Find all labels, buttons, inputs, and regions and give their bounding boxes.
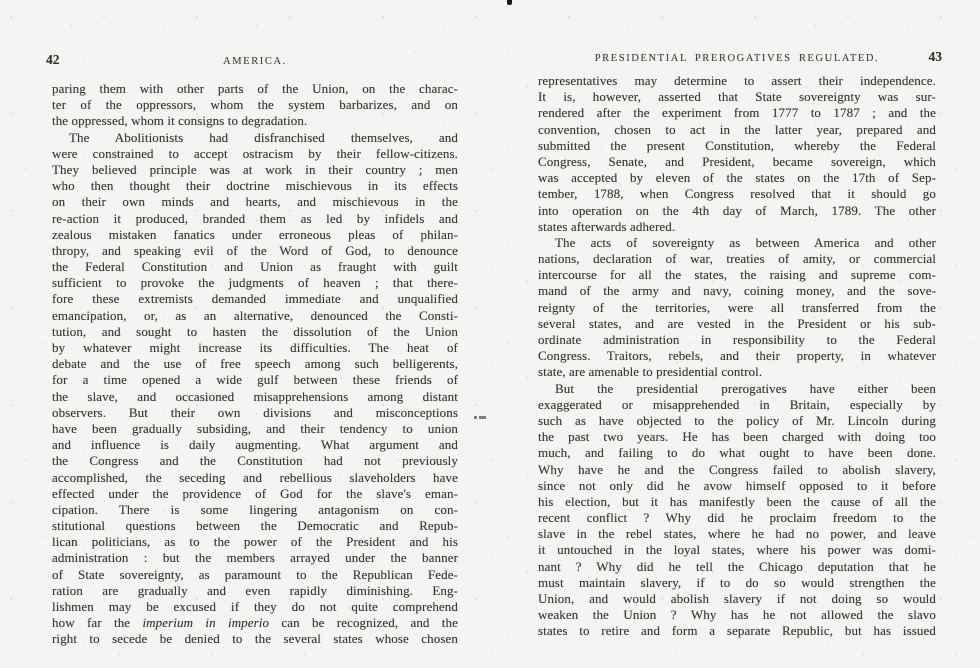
right-text-block [538,49,942,640]
text-segment: reignty of the territories, were all transferred from the [538,299,936,315]
text-segment: since not only did he avow himself opposed to it before [538,477,936,493]
text-segment: ration are gradually and even rapidly diminishing. Eng- [52,582,458,598]
running-head-right: PRESIDENTIAL PREROGATIVES REGULATED. [594,53,880,64]
text-line [52,356,458,372]
text-line [52,470,458,486]
page-number-right: 43 [928,49,942,64]
text-line [52,518,458,534]
text-segment: nant ? Why did he tell the Chicago deputation that he [538,558,936,574]
text-line [52,615,458,631]
text-line [52,211,458,227]
text-line [52,340,458,356]
text-segment: it untouched in the loyal states, where his power was domi- [538,542,936,558]
text-segment: thropy, and speaking evil of the Word of God, to denounce [52,242,458,258]
text-line [52,113,458,129]
text-segment: They believed principle was at work in their country ; men [52,161,458,177]
book-page-right [490,0,980,668]
text-segment: mand of the army and navy, coining money, and the sove- [538,283,936,299]
text-segment: submitted the present Constitution, whereby the Federal [538,137,936,153]
running-head-left: AMERICA. [223,56,287,67]
text-line [52,275,458,291]
text-segment: Union, and would abolish slavery if not doing so would [538,591,936,606]
text-line [538,89,936,105]
text-segment: have been gradually subsiding, and their tendency to union [52,420,458,436]
text-line [538,235,936,251]
text-segment: tution, and sought to hasten the dissolution of the Union [52,323,458,339]
text-line [538,300,936,316]
text-line [538,138,936,154]
text-line [538,170,936,186]
italic-latin-phrase: imperium in imperio [142,615,270,631]
text-line [52,227,458,243]
text-line [538,510,936,526]
left-text-block [46,52,458,648]
text-line [538,542,936,558]
text-segment: convention, chosen to act in the latter year, prepared and [538,121,936,137]
text-line [538,251,936,267]
text-segment: and influence is daily augmenting. What argument and [52,437,458,453]
text-line [52,583,458,599]
text-line [52,81,458,97]
text-segment: tember, 1788, when Congress resolved that it should go [538,186,936,202]
text-line [538,348,936,364]
text-line [52,259,458,275]
text-segment: Congress. Traitors, rebels, and their property, in whatever [538,348,936,364]
text-segment: of State sovereignty, as paramount to the Republican Fede- [52,566,458,582]
text-segment: such as have objected to the policy of Mr. Lincoln during [538,412,936,428]
text-segment: who then thought their doctrine mischievous in its effects [52,178,458,194]
text-line [538,478,936,494]
text-segment: The Abolitionists had disfranchised themselves, and [69,129,458,145]
text-line [52,599,458,615]
text-segment: fore these extremists demanded immediate and unqualified [52,291,458,307]
text-segment: slave in the rebel states, where he had no power, and leave [538,526,936,542]
text-segment: ter of the oppressors, whom the system barbarizes, and on [52,97,458,113]
text-line [538,397,936,413]
text-line [52,291,458,307]
text-segment: state, are amenable to presidential control. [538,364,763,380]
right-page-header [538,49,942,66]
text-segment: But the presidential prerogatives have either been [555,380,936,396]
text-line [52,534,458,550]
text-segment: lican politicians, as to the power of the President and his [52,534,458,550]
page-number-left: 42 [46,52,60,67]
text-line [52,389,458,405]
text-segment: states to retire and form a separate Republic, but has issued [538,623,936,639]
text-segment: stitutional questions between the Democratic and Repub- [52,518,458,534]
text-segment: states afterwards adhered. [538,218,676,234]
text-line [52,550,458,566]
text-line [538,559,936,575]
text-segment: the past two years. He has been charged with doing too [538,429,936,445]
text-segment: by whatever might increase its difficulties. The heat of [52,340,458,355]
text-segment: paring them with other parts of the Union, on the charac- [52,81,458,96]
text-line [538,154,936,170]
text-line [538,494,936,510]
text-segment: cipation. There is some lingering antagonism on con- [52,501,458,517]
text-line [538,591,936,607]
text-line [52,308,458,324]
text-segment: the Federal Constitution and Union as fraught with guilt [52,259,458,275]
text-segment: lishmen may be excused if they do not quite comprehend [52,599,458,614]
left-page-body [52,81,458,648]
text-line [538,219,936,235]
text-line [52,421,458,437]
text-segment: how far the [52,615,143,631]
text-line [538,623,936,639]
text-segment: debate and the use of free speech among such belligerents, [52,356,458,372]
text-line [52,631,458,647]
text-segment: was accepted by eleven of the states on the 17th of Sep- [538,170,936,186]
text-line [52,146,458,162]
text-segment: zealous mistaken fanatics under erroneous pleas of philan- [52,226,458,242]
text-line [538,332,936,348]
text-line [52,243,458,259]
text-segment: Why have he and the Congress failed to abolish slavery, [538,461,936,477]
text-segment: re-action it produced, branded them as led by infidels and [52,210,458,226]
left-page-header [46,52,458,69]
text-segment: the Congress and the Constitution had not previously [52,453,458,469]
text-line [52,162,458,178]
text-line [52,453,458,469]
text-segment: the slave, and occasioned misapprehensions among distant [52,388,458,404]
text-segment: recent conflict ? Why did he proclaim freedom to the [538,510,936,526]
text-line [52,502,458,518]
text-line [538,575,936,591]
text-line [538,364,936,380]
text-line [538,462,936,478]
text-segment: on their own minds and hearts, and mischievous in the [52,194,458,210]
text-segment: observers. But their own divisions and misconceptions [52,404,458,420]
text-line [538,73,936,89]
text-line [52,486,458,502]
text-segment: rendered after the experiment from 1777 to 1787 ; and the [538,105,936,121]
text-line [538,316,936,332]
text-segment: intercourse for all the states, the raising and supreme com- [538,267,936,283]
text-line [52,97,458,113]
text-segment: ordinate administration in responsibility to the Federal [538,332,936,347]
text-segment: much, and failing to do what ought to have been done. [538,445,936,461]
text-line [52,405,458,421]
text-line [538,122,936,138]
text-segment: into operation on the 4th day of March, 1789. The other [538,202,936,218]
text-segment: several states, and are vested in the President or his sub- [538,315,936,331]
text-line [52,324,458,340]
text-segment: must maintain slavery, if to do so would strengthen the [538,574,936,590]
text-line [538,526,936,542]
text-line [52,178,458,194]
text-segment: It is, however, asserted that State sovereignty was sur- [538,89,936,105]
text-line [538,186,936,202]
text-segment: exaggerated or misapprehended in Britain, especially by [538,396,936,412]
text-segment: effected under the providence of God for the slave's eman- [52,485,458,501]
text-line [52,437,458,453]
right-page-body [538,73,936,640]
text-line [52,567,458,583]
text-segment: the oppressed, whom it consigns to degradation. [52,113,308,129]
text-line [538,283,936,299]
text-segment: were constrained to accept ostracism by their fellow-citizens. [52,145,458,161]
text-segment: can be recognized, and the [269,615,458,631]
text-segment: accomplished, the seceding and rebellious slaveholders have [52,469,458,485]
text-segment: administration : but the members arrayed under the banner [52,550,458,566]
text-segment: emancipation, or, as an alternative, denounced the Consti- [52,307,458,323]
text-line [538,429,936,445]
text-line [538,445,936,461]
text-segment: sufficient to provoke the judgments of heaven ; that there- [52,275,458,291]
text-line [538,105,936,121]
text-segment: weaken the Union ? Why has he not allowed the slavo [538,607,936,623]
text-line [52,194,458,210]
text-line [538,203,936,219]
text-line [52,130,458,146]
text-segment: right to secede be denied to the several states whose chosen [52,631,458,647]
text-line [538,413,936,429]
text-line [538,381,936,397]
text-segment: his election, but it has manifestly been the cause of all the [538,493,936,509]
text-line [538,267,936,283]
text-segment: for a time opened a wide gulf between these friends of [52,372,458,388]
text-line [52,372,458,388]
text-segment: nations, declaration of war, treaties of amity, or commercial [538,251,936,267]
text-line [538,607,936,623]
text-segment: The acts of sovereignty as between America and other [555,234,936,250]
text-segment: Congress, Senate, and President, became sovereign, which [538,153,936,169]
text-segment: representatives may determine to assert their independence. [538,73,936,88]
